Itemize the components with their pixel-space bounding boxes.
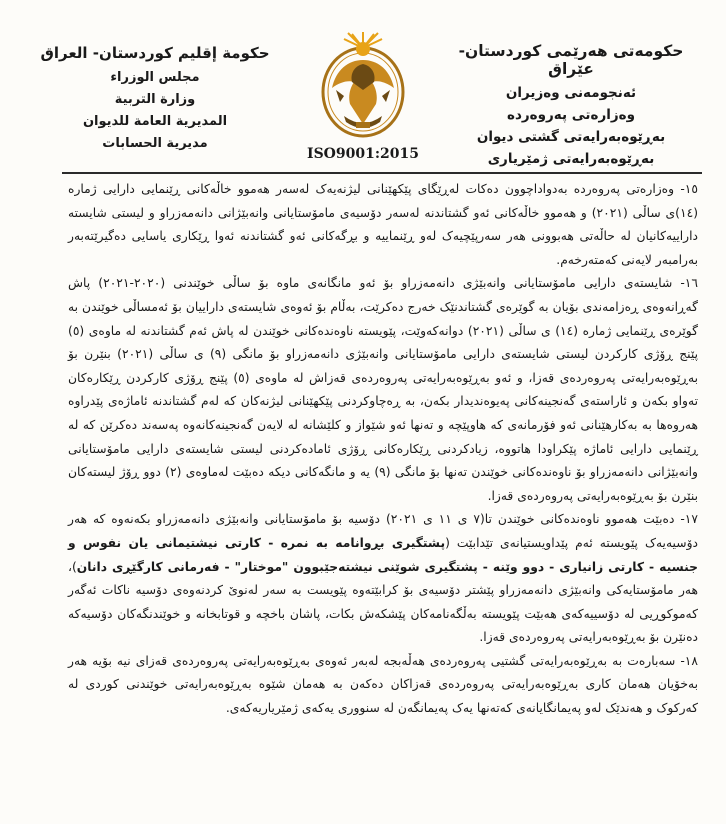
paragraph-17 — [68, 508, 698, 650]
kurdish-government-name: حکومەتی هەرێمی کوردستان- عێراق — [458, 42, 684, 78]
letterhead-kurdish — [456, 42, 686, 173]
kurdish-council-name: ئەنجومەنی وەزیران — [505, 85, 637, 101]
kurdish-directorate-general: بەڕێوەبەرایەتی گشتی دیوان — [476, 129, 666, 145]
paragraph-17-required-documents: پشتگیری بڕوانامە بە نمرە - کارتی نیشتیمانی یان نفوس و جنسیە - کارتی زانیاری - دوو وێنە - پشتگیری شوێنی نیشتەجێبوون "موختار" - فەرمانی کارگێڕی دانان — [68, 535, 698, 574]
kurdistan-emblem-icon — [314, 30, 412, 142]
kurdish-ministry-name: وەزارەتی پەروەردە — [507, 107, 635, 123]
kurdish-directorate: بەڕێوەبەرایەتی ژمێریاری — [487, 151, 655, 167]
iso-certification: ISO9001:2015 — [307, 146, 419, 162]
arabic-directorate-general: المديرية العامة للديوان — [82, 114, 228, 129]
arabic-council-name: مجلس الوزراء — [110, 70, 200, 85]
paragraph-15: ١٥- وەزارەتی پەروەردە بەدواداچوون دەکات لەڕێگای پێکهێنانی لیژنەیەک لەسەر هەموو خاڵەکانی ڕێنمایی دارایی ژمارە (١٤)ی ساڵی (٢٠٢١) و هەموو خاڵەکانی ئەو گشتاندنە لەسەر دۆسیەی مامۆستایانی وانەبێژانی دانەمەزراو و لیستی شایستە داراییەکانیان لە حاڵەتی هەبوونی هەر سەرپێچیەک لەو ڕێنماییە و بڕگەکانی ئەو گشتاندنە ئەوا ڕێکاری یاسایی دەگیرێتەبەر بەرامبەر لایەنی کەمتەرخەم. — [68, 182, 698, 267]
paragraph-17-rest: )، هەر مامۆستایەکی وانەبێژی دانەمەزراو پێشتر دۆسیەی بۆ کرابێتەوە پێویست بە سەر لەنوێ کردنەوەی دۆسیە ناکات ئەگەر کەموکوڕیی لە دۆسییەکەی هەبێت پێویستە بەڵگەنامەکان پێشکەش بکات، پاشان باخچە و قوتابخانە و خوێندنگەکان دۆسیەکە دەنێرن بۆ بەڕێوەبەرایەتی پەروەردەی قەزا. — [68, 559, 698, 645]
paragraph-17-intro: ١٧- دەبێت هەموو ناوەندەکانی خوێندن تا(٧ ی ١١ ی ٢٠٢١) دۆسیە بۆ مامۆستایانی وانەبێژی دانەمەزراو بکەنەوە کە هەر دۆسیەیەک پێویستە ئەم پێداویستیانەی تێدابێت ( — [68, 512, 699, 550]
document-body — [68, 178, 698, 721]
header-divider — [62, 172, 702, 174]
letterhead — [0, 0, 726, 170]
arabic-ministry-name: وزارة التربية — [114, 92, 196, 107]
paragraph-16: ١٦- شایستەی دارایی مامۆستایانی وانەبێژی دانەمەزراو بۆ ئەو مانگانەی ماوە بۆ ساڵی خوێندنی (٢٠٢٠-٢٠٢١) پاش گەڕانەوەی ڕەزامەندی بۆیان بە گوێرەی گشتاندنێک خەرج دەکرێت، بەڵام بۆ ئەوەی شایستەی داراییان بۆ ئەمساڵی خوێندن بە گوێرەی ڕێنمایی ژمارە (١٤) ی ساڵی (٢٠٢١) دوانەکەوێت، پێویستە ناوەندەکانی خوێندن لە پاش ئەم گشتاندنە لە ماوەی (٥) پێنج ڕۆژی کارکردن لیستی شایستەی دارایی مامۆستایانی وانەبێژی دانەمەزراو بۆ مانگی (٩) ی ساڵی (٢٠٢١) بنێرن بۆ بەڕێوەبەرایەتی پەروەردەی قەزا، و ئەو بەڕێوەبەرایەتی پەروەردەی قەزاش لە ماوەی (٥) پێنج ڕۆژی کارکردن ڕێکارەکان تەواو بکەن و ئاراستەی گەنجینەکانی پەیوەندیدار بکەن، بە ڕەچاوکردنی پێکهێنانی لیژنەکان کە لەم گشتاندنە ئاماژەی پێدراوە هەروەها بە بەکارهێنانی ئەو فۆرمانەی کە هاوپێچە و تەنها ئەو شێواز و کلێشانە لە لایەن گەنجینەکانەوە پەسەند دەکرێن کە لە ڕێنمایی دارایی ئاماژە پێکراودا هاتووە، زیادکردنی ڕێکارەکانی ڕۆژی ئامادەکردنی لیستی شایستەی دارایی مامۆستایانی وانەبێژانی دانەمەزراو بۆ ناوەندەکانی خوێندن تەنها بۆ مانگی (٩) یە و مانگەکانی دیکە دەبێت لەماوەی (٢) دوو ڕۆژ لیستەکان بنێرن بۆ بەڕێوەبەرایەتی پەروەردەی قەزا. — [68, 276, 699, 503]
paragraph-18: ١٨- سەبارەت بە بەڕێوەبەرایەتی گشتیی پەروەردەی هەڵەبجە لەبەر ئەوەی بەڕێوەبەرایەتی پەروەردەی قەزای نیە بۆیە هەر بەخۆیان هەمان کاری بەڕێوەبەرایەتی پەروەردەی قەزاکان دەکەن بە هەمان شێوە بەڕێوەبەرایەتی خوێندنی کوردی لە کەرکوک و هەندێک لەو پەیمانگایانەی کەتەنها یەک پەیمانگەن لە سنووری یەکەی ژمێریاریەکەی. — [68, 653, 698, 716]
arabic-government-name: حكومة إقليم كوردستان- العراق — [40, 44, 270, 62]
arabic-directorate: مديرية الحسابات — [102, 136, 208, 151]
letterhead-arabic — [40, 44, 270, 158]
